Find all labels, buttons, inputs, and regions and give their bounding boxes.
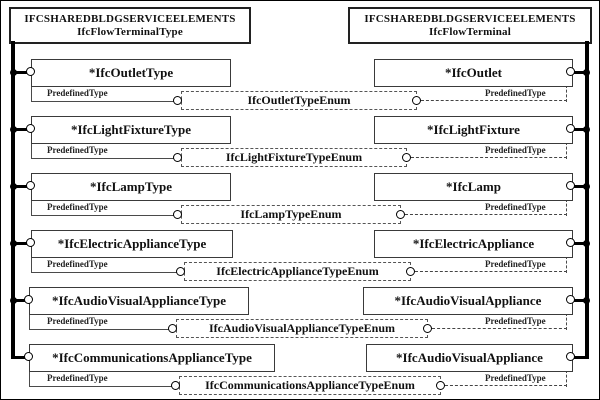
connector-circle-right [566, 67, 575, 76]
supertype-line-right [573, 356, 589, 359]
row-outlet [1, 59, 599, 115]
attr-circle-right [436, 381, 445, 390]
entity-box-left [31, 116, 231, 144]
attr-circle-left [173, 96, 182, 105]
enum-name: IfcCommunicationsApplianceTypeEnum [205, 378, 415, 392]
connector-circle-left [24, 295, 33, 304]
attr-line-left [31, 158, 176, 159]
attr-line-left [29, 386, 174, 387]
attr-line-left [29, 329, 171, 330]
schema-name: IFCSHAREDBLDGSERVICEELEMENTS [24, 12, 236, 25]
attr-label-left: PredefinedType [47, 373, 108, 383]
entity-name: *IfcAudioVisualApplianceType [51, 293, 227, 308]
entity-name: *IfcAudioVisualAppliance [394, 293, 542, 308]
entity-box-left [29, 344, 275, 372]
attr-circle-right [412, 96, 421, 105]
attr-stub-right [566, 370, 568, 387]
enum-name: IfcAudioVisualApplianceTypeEnum [208, 321, 396, 335]
attr-stub-right [566, 199, 568, 216]
attr-circle-left [168, 324, 177, 333]
junction-dot-right [583, 126, 590, 133]
row-electricappliance [1, 230, 599, 286]
attr-circle-left [171, 381, 180, 390]
attr-stub-left [31, 142, 32, 159]
entity-name: *IfcElectricApplianceType [57, 236, 207, 251]
enum-box [181, 148, 407, 167]
attr-label-right: PredefinedType [485, 202, 546, 212]
enum-box [179, 376, 441, 395]
connector-circle-right [566, 181, 575, 190]
attr-stub-left [31, 256, 32, 273]
attr-line-left [31, 101, 176, 102]
attr-line-right [432, 328, 567, 329]
schema-header-left [9, 7, 251, 44]
attr-label-left: PredefinedType [47, 202, 108, 212]
schema-header-right [348, 7, 592, 44]
entity-box-left [31, 173, 231, 201]
enum-box [176, 319, 428, 338]
schema-entity: IfcFlowTerminal [428, 25, 512, 38]
attr-circle-right [402, 153, 411, 162]
attr-circle-left [176, 267, 185, 276]
attr-stub-left [31, 85, 32, 102]
entity-name: *IfcAudioVisualAppliance [396, 350, 543, 365]
entity-box-right [366, 344, 573, 372]
enum-box [181, 205, 401, 224]
junction-dot-right [583, 297, 590, 304]
enum-box [181, 91, 417, 110]
attr-stub-left [29, 313, 30, 330]
entity-box-left [31, 59, 231, 87]
junction-dot-right [583, 183, 590, 190]
attr-line-right [411, 157, 567, 158]
attr-line-right [415, 271, 567, 272]
attr-label-left: PredefinedType [47, 145, 108, 155]
attr-circle-right [423, 324, 432, 333]
row-audiovisualappliance [1, 287, 599, 343]
enum-name: IfcOutletTypeEnum [247, 93, 351, 107]
entity-box-right [374, 59, 573, 87]
connector-circle-right [566, 238, 575, 247]
connector-circle-right [566, 124, 575, 133]
connector-circle-left [26, 67, 35, 76]
connector-circle-left [24, 352, 33, 361]
enum-name: IfcLampTypeEnum [240, 207, 342, 221]
attr-circle-left [173, 153, 182, 162]
enum-name: IfcElectricApplianceTypeEnum [216, 264, 379, 278]
row-lightfixture [1, 116, 599, 172]
connector-circle-left [26, 124, 35, 133]
attr-circle-right [406, 267, 415, 276]
entity-name: *IfcCommunicationsApplianceType [52, 350, 252, 365]
junction-dot-right [583, 69, 590, 76]
entity-name: *IfcOutletType [88, 65, 174, 80]
schema-name: IFCSHAREDBLDGSERVICEELEMENTS [364, 12, 576, 25]
schema-entity: IfcFlowTerminalType [77, 25, 183, 38]
attr-label-right: PredefinedType [485, 145, 546, 155]
entity-box-left [31, 230, 233, 258]
attr-label-right: PredefinedType [485, 316, 546, 326]
attr-label-left: PredefinedType [47, 316, 108, 326]
entity-box-right [374, 116, 573, 144]
attr-line-left [31, 215, 176, 216]
enum-box [184, 262, 411, 281]
enum-name: IfcLightFixtureTypeEnum [225, 150, 363, 164]
attr-stub-right [566, 313, 568, 330]
attr-stub-right [566, 85, 568, 102]
attr-line-right [405, 214, 567, 215]
attr-stub-left [31, 199, 32, 216]
attr-line-right [421, 100, 567, 101]
attr-circle-left [173, 210, 182, 219]
attr-label-left: PredefinedType [47, 259, 108, 269]
entity-box-right [374, 230, 573, 258]
connector-circle-right [566, 352, 575, 361]
connector-circle-left [26, 238, 35, 247]
entity-name: *IfcLampType [89, 179, 173, 194]
entity-name: *IfcElectricAppliance [412, 236, 535, 251]
connector-circle-right [566, 295, 575, 304]
junction-dot-right [583, 240, 590, 247]
attr-label-right: PredefinedType [485, 88, 546, 98]
entity-box-left [29, 287, 249, 315]
row-lamp [1, 173, 599, 229]
attr-stub-right [566, 142, 568, 159]
entity-box-right [363, 287, 573, 315]
entity-box-right [374, 173, 573, 201]
row-communicationsappliance [1, 344, 599, 400]
entity-name: *IfcLamp [446, 179, 501, 194]
attr-circle-right [396, 210, 405, 219]
entity-name: *IfcLightFixture [427, 122, 520, 137]
attr-label-left: PredefinedType [47, 88, 108, 98]
attr-label-right: PredefinedType [485, 259, 546, 269]
attr-label-right: PredefinedType [485, 373, 546, 383]
attr-stub-right [566, 256, 568, 273]
entity-name: *IfcOutlet [444, 65, 503, 80]
connector-circle-left [26, 181, 35, 190]
attr-stub-left [29, 370, 30, 387]
attr-line-right [445, 385, 567, 386]
entity-name: *IfcLightFixtureType [70, 122, 192, 137]
attr-line-left [31, 272, 179, 273]
